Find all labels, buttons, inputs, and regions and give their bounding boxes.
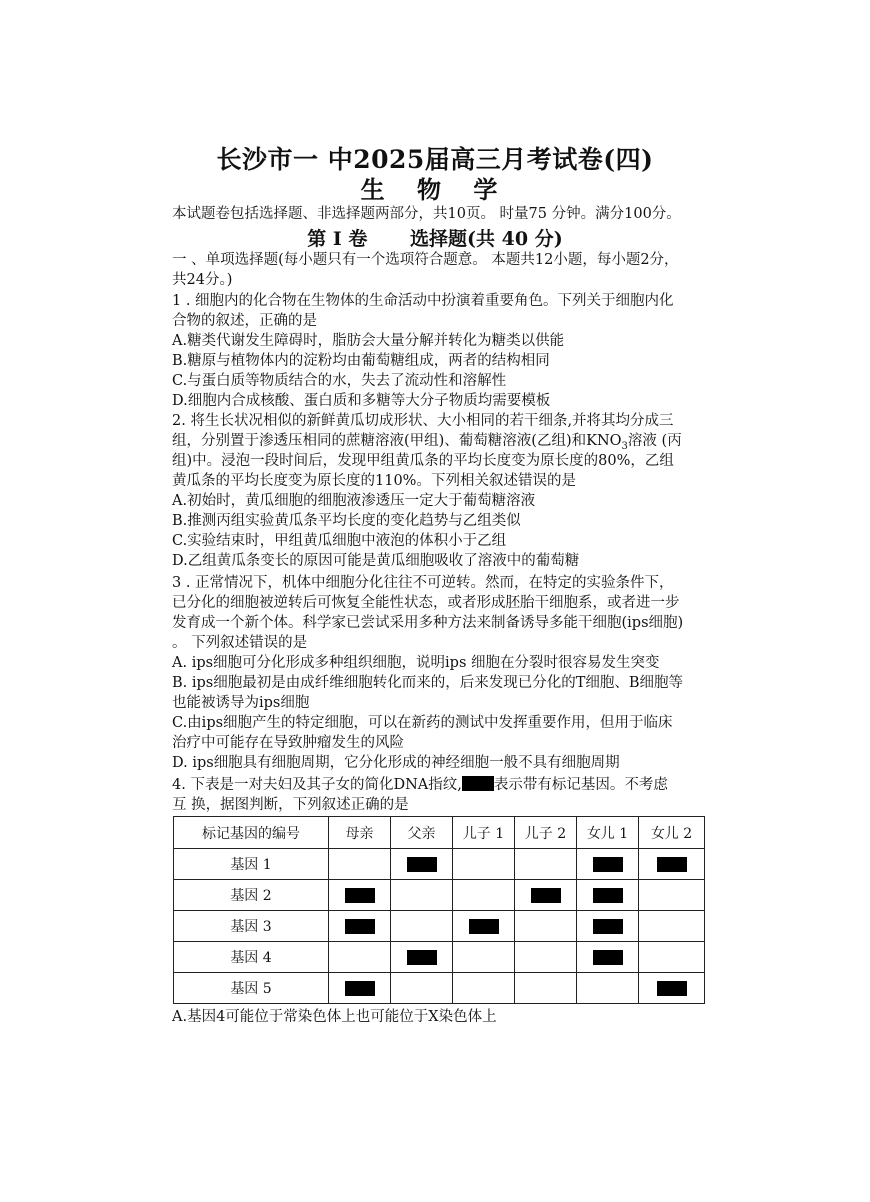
q1-stem-2: 合物的叙述，正确的是: [172, 313, 317, 329]
q2-stem-2-pre: 组，分别置于渗透压相同的蔗糖溶液(甲组)、葡萄糖溶液(乙组)和KNO: [172, 433, 622, 449]
q2-stem-4: 黄瓜条的平均长度变为原长度的110%。下列相关叙述错误的是: [172, 473, 576, 489]
instructions-line-2: 共24分。): [172, 272, 233, 288]
marker-band: [593, 950, 623, 965]
q4-stem-2: 互 换，据图判断，下列叙述正确的是: [172, 797, 409, 813]
table-body: [174, 849, 705, 1004]
marker-cell: [577, 911, 639, 942]
q3-option-c-1: C.由ips细胞产生的特定细胞，可以在新药的测试中发挥重要作用，但用于临床: [172, 715, 673, 731]
q1-option-a: A.糖类代谢发生障碍时，脂肪会大量分解并转化为糖类以供能: [172, 333, 565, 349]
q1-stem-1: 1 . 细胞内的化合物在生物体的生命活动中扮演着重要角色。下列关于细胞内化: [172, 293, 674, 309]
marker-band: [345, 888, 375, 903]
marker-cell: [515, 880, 577, 911]
marker-band: [657, 981, 687, 996]
q4-stem-1: [172, 776, 668, 794]
q3-stem-2: 已分化的细胞被逆转后可恢复全能性状态，或者形成胚胎干细胞系，或者进一步: [172, 595, 680, 611]
marker-band: [407, 950, 437, 965]
marker-cell: [453, 911, 515, 942]
marker-cell: [639, 849, 705, 880]
marker-cell: [639, 880, 705, 911]
marker-band: [345, 919, 375, 934]
marker-cell: [329, 942, 391, 973]
marker-band: [345, 981, 375, 996]
marker-cell: [639, 942, 705, 973]
gene-label-cell: 基因 1: [174, 849, 329, 880]
q2-stem-1: 2. 将生长状况相似的新鲜黄瓜切成形状、大小相同的若干细条,并将其均分成三: [172, 413, 674, 429]
q1-option-c: C.与蛋白质等物质结合的水，失去了流动性和溶解性: [172, 373, 507, 389]
q4-stem-1-post: 表示带有标记基因。不考虑: [493, 777, 668, 793]
marker-cell: [577, 973, 639, 1004]
marker-cell: [329, 880, 391, 911]
gene-label-cell: 基因 4: [174, 942, 329, 973]
marker-cell: [453, 973, 515, 1004]
marker-cell: [391, 911, 453, 942]
q2-option-c: C.实验结束时，甲组黄瓜细胞中液泡的体积小于乙组: [172, 533, 507, 549]
table-row: [174, 880, 705, 911]
q3-option-c-2: 治疗中可能存在导致肿瘤发生的风险: [172, 735, 404, 751]
table-header-cell: 儿子 2: [515, 817, 577, 849]
dna-fingerprint-table: [173, 816, 705, 1004]
q1-option-b: B.糖原与植物体内的淀粉均由葡萄糖组成，两者的结构相同: [172, 353, 550, 369]
table-header-cell: 女儿 2: [639, 817, 705, 849]
table-row: [174, 942, 705, 973]
q1-option-d: D.细胞内合成核酸、蛋白质和多糖等大分子物质均需要模板: [172, 393, 551, 409]
marker-cell: [577, 849, 639, 880]
gene-label-cell: 基因 2: [174, 880, 329, 911]
q2-option-d: D.乙组黄瓜条变长的原因可能是黄瓜细胞吸收了溶液中的葡萄糖: [172, 553, 580, 569]
marker-band: [593, 857, 623, 872]
marker-cell: [391, 942, 453, 973]
exam-intro: 本试题卷包括选择题、非选择题两部分，共10页。 时量75 分钟。满分100分。: [172, 206, 681, 222]
q3-stem-4: 。 下列叙述错误的是: [172, 635, 308, 651]
q2-stem-2-post: 溶液 (丙: [627, 433, 682, 449]
table-header-cell: 标记基因的编号: [174, 817, 329, 849]
q3-stem-3: 发育成一个新个体。科学家已尝试采用多种方法来制备诱导多能干细胞(ips细胞): [172, 615, 684, 631]
q2-stem-2-sub: 3: [621, 440, 628, 452]
marker-cell: [577, 942, 639, 973]
q3-option-b-2: 也能被诱导为ips细胞: [172, 695, 310, 711]
marker-band-legend: [462, 776, 494, 791]
marker-cell: [329, 911, 391, 942]
marker-band: [593, 888, 623, 903]
table-header-cell: 女儿 1: [577, 817, 639, 849]
table-row: [174, 973, 705, 1004]
marker-cell: [639, 973, 705, 1004]
q3-stem-1: 3 . 正常情况下，机体中细胞分化往往不可逆转。然而，在特定的实验条件下，: [172, 575, 674, 591]
table-row: [174, 911, 705, 942]
q2-option-b: B.推测丙组实验黄瓜条平均长度的变化趋势与乙组类似: [172, 513, 521, 529]
marker-band: [593, 919, 623, 934]
marker-cell: [391, 849, 453, 880]
table-header-cell: 母亲: [329, 817, 391, 849]
q3-option-b-1: B. ips细胞最初是由成纤维细胞转化而来的，后来发现已分化的T细胞、B细胞等: [172, 675, 684, 691]
marker-cell: [391, 880, 453, 911]
section-name: 选择题(共 40 分): [410, 228, 563, 250]
instructions-line-1: 一 、单项选择题(每小题只有一个选项符合题意。 本题共12小题，每小题2分，: [172, 252, 679, 268]
marker-cell: [515, 973, 577, 1004]
marker-cell: [515, 942, 577, 973]
marker-cell: [453, 849, 515, 880]
marker-band: [531, 888, 561, 903]
q4-stem-1-pre: 4. 下表是一对夫妇及其子女的简化DNA指纹,: [172, 777, 462, 793]
marker-band: [657, 857, 687, 872]
table-header-row: [174, 817, 705, 849]
marker-cell: [515, 911, 577, 942]
marker-cell: [391, 973, 453, 1004]
marker-cell: [577, 880, 639, 911]
table-header-cell: 父亲: [391, 817, 453, 849]
marker-cell: [329, 973, 391, 1004]
table-header-cell: 儿子 1: [453, 817, 515, 849]
marker-cell: [639, 911, 705, 942]
table-row: [174, 849, 705, 880]
section-part: 第 Ⅰ 卷: [307, 228, 368, 250]
subject-title: 生 物 学: [360, 175, 510, 204]
gene-label-cell: 基因 3: [174, 911, 329, 942]
marker-cell: [453, 942, 515, 973]
q3-option-a: A. ips细胞可分化形成多种组织细胞，说明ips 细胞在分裂时很容易发生突变: [172, 655, 660, 671]
exam-title: 长沙市一 中2025届高三月考试卷(四): [216, 145, 654, 174]
marker-cell: [515, 849, 577, 880]
q4-option-a: A.基因4可能位于常染色体上也可能位于X染色体上: [172, 1009, 497, 1025]
gene-label-cell: 基因 5: [174, 973, 329, 1004]
q2-option-a: A.初始时，黄瓜细胞的细胞液渗透压一定大于葡萄糖溶液: [172, 493, 536, 509]
marker-cell: [329, 849, 391, 880]
q3-option-d: D. ips细胞具有细胞周期，它分化形成的神经细胞一般不具有细胞周期: [172, 755, 620, 771]
q2-stem-3: 组)中。浸泡一段时间后，发现甲组黄瓜条的平均长度变为原长度的80%，乙组: [172, 453, 674, 469]
marker-cell: [453, 880, 515, 911]
marker-band: [469, 919, 499, 934]
section-heading: [0, 224, 870, 251]
marker-band: [407, 857, 437, 872]
